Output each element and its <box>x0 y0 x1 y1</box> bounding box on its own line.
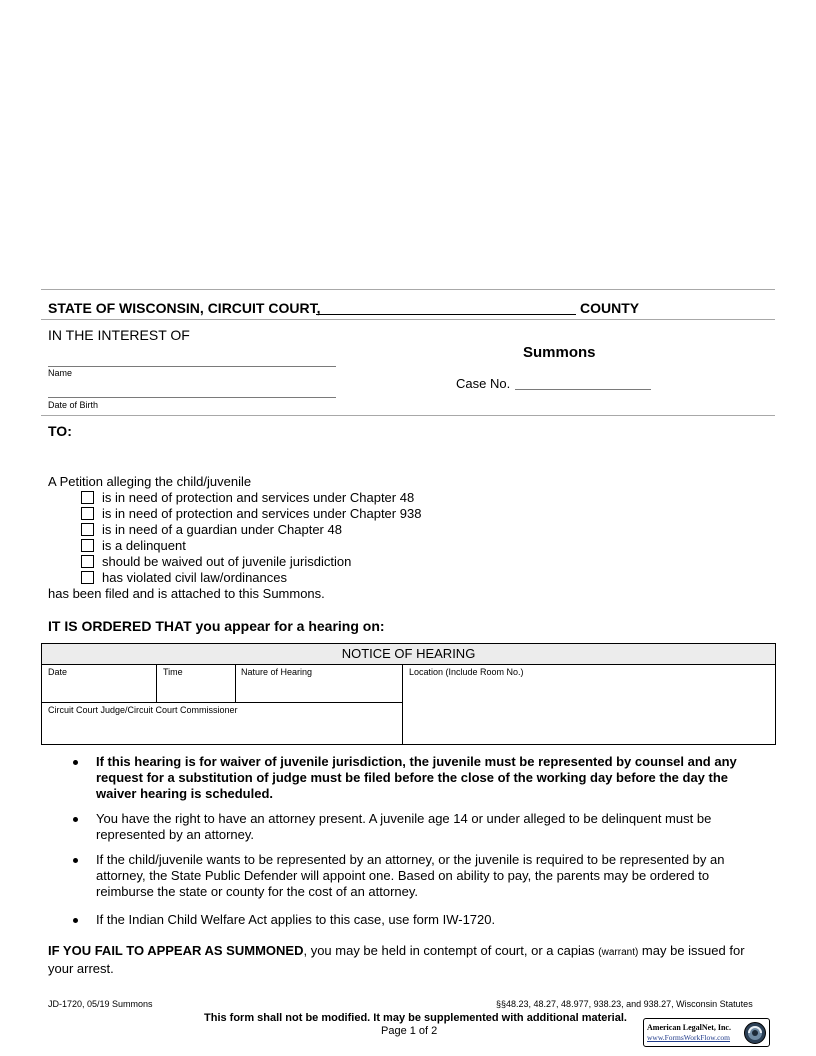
bullet-marker <box>73 918 78 923</box>
petition-outro: has been filed and is attached to this Summons. <box>48 586 325 601</box>
option-checkbox-delinquent[interactable] <box>81 539 94 552</box>
date-field[interactable]: Date <box>48 667 68 677</box>
col-divider <box>402 664 403 745</box>
county-field[interactable] <box>316 314 576 315</box>
failure-text-b: may be issued for your arrest. <box>48 943 745 976</box>
location-field[interactable]: Location (Include Room No.) <box>409 667 524 677</box>
option-label: is in need of a guardian under Chapter 48 <box>102 522 342 537</box>
failure-paragraph <box>48 943 773 977</box>
form-title: Summons <box>523 344 596 361</box>
bullet-icwa: If the Indian Child Welfare Act applies to this case, use form IW-1720. <box>96 912 496 927</box>
option-label: is in need of protection and services under Chapter 48 <box>102 490 415 505</box>
name-field[interactable] <box>48 366 336 367</box>
hearing-title: NOTICE OF HEARING <box>341 646 476 661</box>
bullet-public-defender: If the child/juvenile wants to be represented by an attorney, or the juvenile is required to be represented by an attorney, the State Public Defender will appoint one. Based on ability to pay, the parents may be ordered to reimburse the state or county for the cost of an attorney. <box>96 852 725 899</box>
page-number: Page 1 of 2 <box>381 1025 438 1037</box>
col-divider <box>235 664 236 703</box>
option-label: is a delinquent <box>102 538 186 553</box>
bullet-marker <box>73 858 78 863</box>
bullet-attorney-right: You have the right to have an attorney present. A juvenile age 14 or under alleged to be delinquent must be represented by an attorney. <box>96 811 712 842</box>
logo-line2: www.FormsWorkFlow.com <box>647 1033 731 1042</box>
court-header: STATE OF WISCONSIN, CIRCUIT COURT, <box>48 300 321 316</box>
dob-label: Date of Birth <box>48 400 99 410</box>
statutes: §§48.23, 48.27, 48.977, 938.23, and 938.27, Wisconsin Statutes <box>496 999 753 1009</box>
in-interest-of: IN THE INTEREST OF <box>48 327 190 343</box>
bullet-marker <box>73 817 78 822</box>
judge-field[interactable]: Circuit Court Judge/Circuit Court Commissioner <box>48 705 238 715</box>
option-label: has violated civil law/ordinances <box>102 570 287 585</box>
option-checkbox-chapter48[interactable] <box>81 491 94 504</box>
name-label: Name <box>48 368 73 378</box>
caption-rule <box>41 415 775 416</box>
header-rule <box>41 319 775 320</box>
logo-line1: American LegalNet, Inc. <box>647 1023 731 1032</box>
failure-bold: IF YOU FAIL TO APPEAR AS SUMMONED <box>48 943 304 958</box>
option-checkbox-civil-law[interactable] <box>81 571 94 584</box>
failure-warrant: (warrant) <box>598 947 639 958</box>
to-label: TO: <box>48 423 72 439</box>
form-id: JD-1720, 05/19 Summons <box>48 999 153 1009</box>
petition-intro: A Petition alleging the child/juvenile <box>48 474 252 489</box>
case-no-field[interactable] <box>515 389 651 390</box>
option-checkbox-guardian[interactable] <box>81 523 94 536</box>
ordered-statement: IT IS ORDERED THAT you appear for a hearing on: <box>48 618 385 634</box>
option-label: is in need of protection and services under Chapter 938 <box>102 506 422 521</box>
hearing-title-divider <box>41 664 776 665</box>
row-divider <box>41 702 403 703</box>
col-divider <box>156 664 157 703</box>
time-field[interactable]: Time <box>163 667 183 677</box>
top-rule <box>41 289 775 290</box>
failure-text-a: , you may be held in contempt of court, or a capias <box>303 943 599 958</box>
case-no-label: Case No. <box>456 376 511 391</box>
dob-field[interactable] <box>48 397 336 398</box>
nature-field[interactable]: Nature of Hearing <box>241 667 313 677</box>
americanlegalnet-logo <box>643 1018 770 1047</box>
option-label: should be waived out of juvenile jurisdiction <box>102 554 352 569</box>
globe-icon <box>743 1021 767 1045</box>
bullet-waiver: If this hearing is for waiver of juvenile jurisdiction, the juvenile must be represented by counsel and any request for a substitution of judge must be filed before the close of the working day before the day the waiver hearing is scheduled. <box>96 754 737 801</box>
modify-notice: This form shall not be modified. It may be supplemented with additional material. <box>204 1012 627 1024</box>
bullet-marker <box>73 760 78 765</box>
option-checkbox-chapter938[interactable] <box>81 507 94 520</box>
option-checkbox-waived[interactable] <box>81 555 94 568</box>
county-label: COUNTY <box>580 300 640 316</box>
